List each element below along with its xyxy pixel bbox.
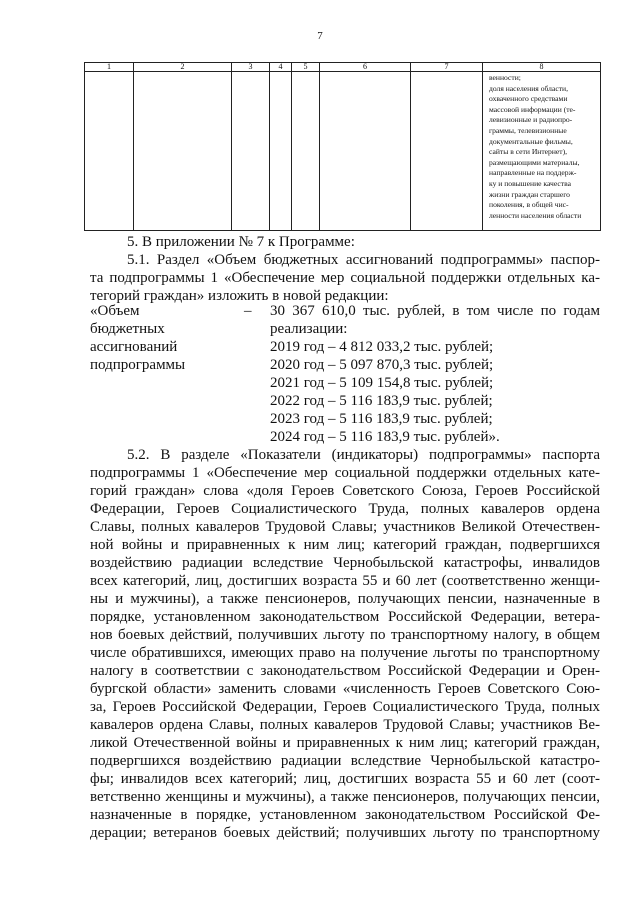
column-header-3: 3 — [232, 63, 270, 72]
clause-5-2-line-17: ликой Отечественной войны и приравненных к ним лиц; категорий граждан, — [90, 735, 600, 751]
funding-year-2019: 2019 год – 4 812 033,2 тыс. рублей; — [270, 339, 494, 355]
clause-5-2-line-8: всех категорий, лиц, достигших возраста 55 и 60 лет (соответственно женщи- — [90, 573, 600, 589]
clause-5-2-line-9: ны и мужчины), а также пенсионеров, получающих пенсии, назначенные в — [90, 591, 600, 607]
clause-5-2-line-12: числе обратившихся, имеющих право на получение льготы по транспортному — [90, 645, 600, 661]
funding-total-line-2: реализации: — [270, 321, 348, 337]
table-cell-5 — [292, 72, 320, 231]
clause-5-2-line-11: нов боевых действий, получивших льготу по транспортному налогу, в общем — [90, 627, 600, 643]
funding-year-2020: 2020 год – 5 097 870,3 тыс. рублей; — [270, 357, 494, 373]
funding-label-line-4: подпрограммы — [90, 357, 186, 373]
clause-5-2-line-2: подпрограммы 1 «Обеспечение мер социальной поддержки отдельных кате- — [90, 465, 600, 481]
funding-year-2021: 2021 год – 5 109 154,8 тыс. рублей; — [270, 375, 494, 391]
page-number: 7 — [317, 30, 323, 42]
clause-5-1-line-3: тегорий граждан» изложить в новой редакции: — [90, 288, 389, 304]
funding-label-line-3: ассигнований — [90, 339, 178, 355]
table-cell-3 — [232, 72, 270, 231]
clause-5-2-line-3: горий граждан» слова «доля Героев Советского Союза, Героев Российской — [90, 483, 600, 499]
column-header-5: 5 — [292, 63, 320, 72]
table-header-row — [85, 63, 601, 72]
clause-5-2-line-21: назначенные в порядке, установленном законодательством Российской Фе- — [90, 807, 600, 823]
clause-5-2-line-4: Федерации, Героев Социалистического Труда, полных кавалеров ордена — [90, 501, 600, 517]
clause-5-2-line-15: за, Героев Российской Федерации, Героев Социалистического Труда, полных — [90, 699, 600, 715]
table-row — [85, 72, 601, 231]
funding-dash: – — [244, 303, 252, 319]
indicator-text: венности; доля населения области, охваченного средствами массовой информации (те- левизионные и радиопро- граммы, телевизионные документальные фильмы, сайты в сети Интернет), размещающими материалы, направленные на поддерж- ку и повышение качества жизни граждан старшего поколения, в общей чис- ленности населения области — [489, 73, 582, 220]
column-header-8: 8 — [483, 63, 601, 72]
funding-year-2024: 2024 год – 5 116 183,9 тыс. рублей». — [270, 429, 500, 445]
clause-5-2-line-16: кавалеров ордена Славы, полных кавалеров Трудовой Славы; участников Ве- — [90, 717, 600, 733]
clause-5-2-line-19: фы; инвалидов всех категорий; лиц, достигших возраста 55 и 60 лет (соот- — [90, 771, 600, 787]
column-header-1: 1 — [85, 63, 134, 72]
funding-label-line-2: бюджетных — [90, 321, 165, 337]
clause-5-2-line-18: подвергшихся воздействию радиации вследствие Чернобыльской катастро- — [90, 753, 600, 769]
funding-total-line-1: 30 367 610,0 тыс. рублей, в том числе по годам — [270, 303, 600, 319]
clause-5-2-line-6: ной войны и приравненных к ним лиц; категорий граждан, подвергшихся — [90, 537, 600, 553]
clause-5-2-line-10: порядке, установленном законодательством Российской Федерации, ветера- — [90, 609, 600, 625]
table-cell-7 — [411, 72, 483, 231]
clause-5-2-line-13: налогу в соответствии с законодательством Российской Федерации и Орен- — [90, 663, 600, 679]
table-cell-4 — [270, 72, 292, 231]
clause-5-2-line-22: дерации; ветеранов боевых действий; получивших льготу по транспортному — [90, 825, 600, 841]
clause-5-1-line-2: та подпрограммы 1 «Обеспечение мер социальной поддержки отдельных ка- — [90, 270, 600, 286]
column-header-6: 6 — [320, 63, 411, 72]
amendment-heading: 5. В приложении № 7 к Программе: — [127, 234, 355, 250]
funding-label-line-1: «Объем — [90, 303, 140, 319]
clause-5-2-line-20: ветственно женщины и мужчины), а также пенсионеров, получающих пенсии, — [90, 789, 600, 805]
funding-year-2023: 2023 год – 5 116 183,9 тыс. рублей; — [270, 411, 493, 427]
column-header-4: 4 — [270, 63, 292, 72]
table-cell-1 — [85, 72, 134, 231]
table-cell-2 — [134, 72, 232, 231]
funding-label — [90, 302, 185, 374]
continuation-table — [84, 62, 601, 231]
clause-5-2-line-7: воздействию радиации вследствие Чернобыльской катастрофы, инвалидов — [90, 555, 600, 571]
clause-5-2-line-5: Славы, полных кавалеров Трудовой Славы; участников Великой Отечествен- — [90, 519, 600, 535]
table-cell-8 — [483, 72, 601, 231]
clause-5-2-line-14: бургской области» заменить словами «численность Героев Советского Сою- — [90, 681, 600, 697]
clause-5-1-line-1: 5.1. Раздел «Объем бюджетных ассигнований подпрограммы» паспор- — [127, 252, 600, 268]
column-header-2: 2 — [134, 63, 232, 72]
table-cell-6 — [320, 72, 411, 231]
funding-year-2022: 2022 год – 5 116 183,9 тыс. рублей; — [270, 393, 493, 409]
clause-5-2-line-1: 5.2. В разделе «Показатели (индикаторы) подпрограммы» паспорта — [127, 447, 600, 463]
column-header-7: 7 — [411, 63, 483, 72]
